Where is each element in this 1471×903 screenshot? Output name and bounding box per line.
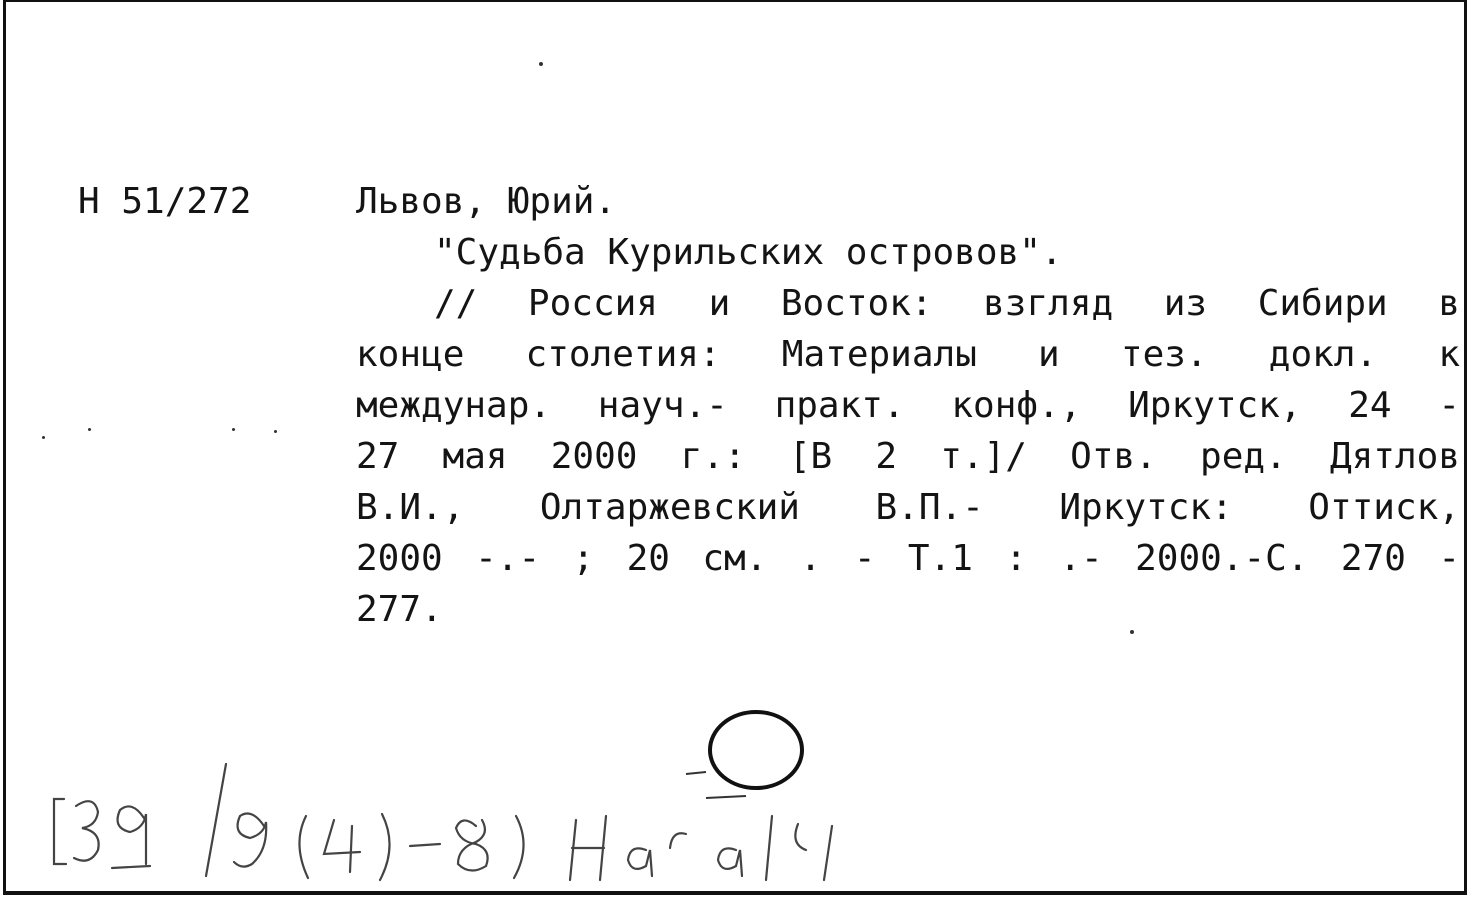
entry-source-line-2: конце столетия: Материалы и тез. докл. к [356,334,1460,375]
catalog-card [3,0,1467,895]
entry-source-line-3: междунар. науч.- практ. конф., Иркутск, 24 - [356,385,1460,426]
shelfmark: Н 51/272 [78,181,252,222]
paper-speck [232,428,235,431]
paper-speck [42,436,45,439]
paper-speck [274,430,277,433]
paper-speck [88,428,91,431]
paper-speck [539,62,543,66]
paper-speck [1130,630,1134,634]
handwritten-classification-mark [46,754,866,884]
entry-source-line-1: // Россия и Восток: взгляд из Сибири в [434,283,1460,324]
entry-source-line-5: В.И., Олтаржевский В.П.- Иркутск: Оттиск, [356,487,1460,528]
entry-title-line: "Судьба Курильских островов". [434,232,1063,273]
entry-source-line-4: 27 мая 2000 г.: [В 2 т.]/ Отв. ред. Дятлов [356,436,1460,477]
entry-source-line-6: 2000 -.- ; 20 см. . - Т.1 : .- 2000.-С. 270 - [356,538,1460,579]
entry-author-line: Львов, Юрий. [356,181,617,222]
bibliographic-entry [356,176,1460,635]
entry-source-line-7: 277. [356,589,443,630]
